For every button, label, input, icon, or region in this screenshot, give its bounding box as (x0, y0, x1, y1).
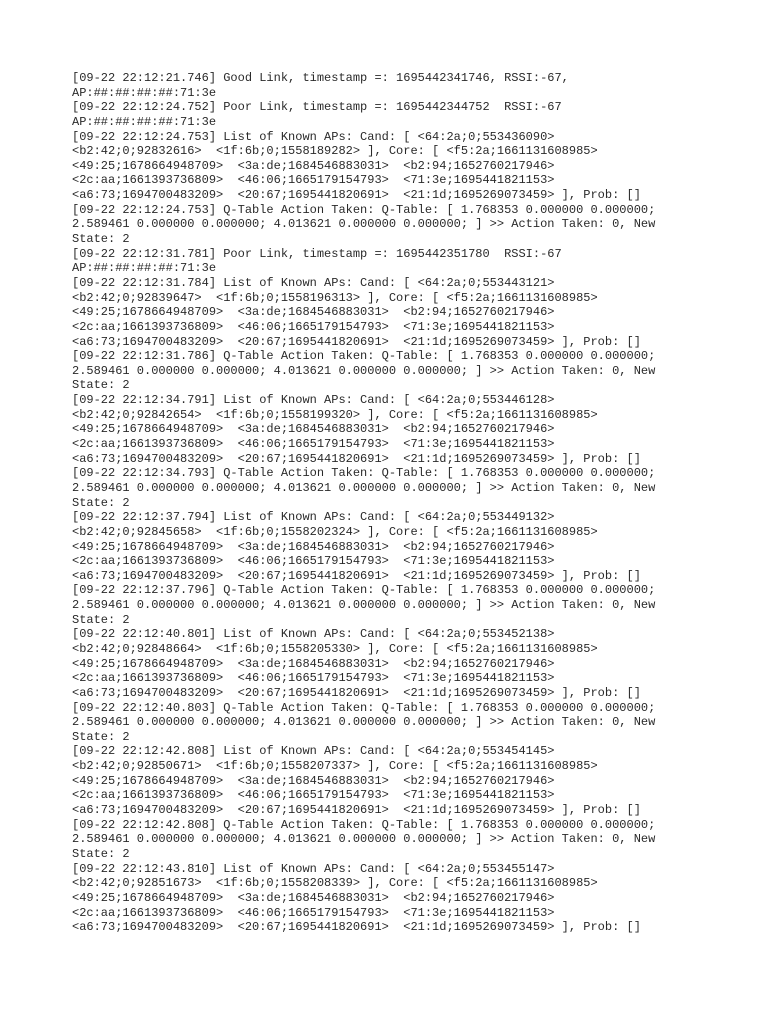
log-line: 2.589461 0.000000 0.000000; 4.013621 0.000000 0.000000; ] >> Action Taken: 0, New (72, 363, 656, 378)
log-line: <b2:42;0;92839647> <1f:6b;0;1558196313> ], Core: [ <f5:2a;1661131608985> (72, 290, 598, 305)
log-line: <b2:42;0;92851673> <1f:6b;0;1558208339> ], Core: [ <f5:2a;1661131608985> (72, 876, 598, 891)
log-line: [09-22 22:12:34.793] Q-Table Action Taken: Q-Table: [ 1.768353 0.000000 0.000000; (72, 466, 656, 481)
log-line: <49:25;1678664948709> <3a:de;1684546883031> <b2:94;1652760217946> (72, 773, 555, 788)
log-line: 2.589461 0.000000 0.000000; 4.013621 0.000000 0.000000; ] >> Action Taken: 0, New (72, 217, 656, 232)
log-line: State: 2 (72, 495, 130, 510)
log-line: [09-22 22:12:42.808] List of Known APs: Cand: [ <64:2a;0;553454145> (72, 744, 555, 759)
log-line: AP:##:##:##:##:71:3e (72, 85, 217, 100)
log-line: [09-22 22:12:42.808] Q-Table Action Taken: Q-Table: [ 1.768353 0.000000 0.000000; (72, 817, 656, 832)
log-line: [09-22 22:12:37.794] List of Known APs: Cand: [ <64:2a;0;553449132> (72, 510, 555, 525)
log-line: [09-22 22:12:43.810] List of Known APs: Cand: [ <64:2a;0;553455147> (72, 861, 555, 876)
log-line: <a6:73;1694700483209> <20:67;1695441820691> <21:1d;1695269073459> ], Prob: [] (72, 920, 641, 935)
log-line: State: 2 (72, 846, 130, 861)
log-line: <2c:aa;1661393736809> <46:06;1665179154793> <71:3e;1695441821153> (72, 554, 555, 569)
log-line: <a6:73;1694700483209> <20:67;1695441820691> <21:1d;1695269073459> ], Prob: [] (72, 685, 641, 700)
log-line: 2.589461 0.000000 0.000000; 4.013621 0.000000 0.000000; ] >> Action Taken: 0, New (72, 480, 656, 495)
log-line: [09-22 22:12:34.791] List of Known APs: Cand: [ <64:2a;0;553446128> (72, 393, 555, 408)
log-line: <a6:73;1694700483209> <20:67;1695441820691> <21:1d;1695269073459> ], Prob: [] (72, 451, 641, 466)
log-line: <b2:42;0;92842654> <1f:6b;0;1558199320> ], Core: [ <f5:2a;1661131608985> (72, 407, 598, 422)
log-line: State: 2 (72, 378, 130, 393)
log-line: [09-22 22:12:40.803] Q-Table Action Taken: Q-Table: [ 1.768353 0.000000 0.000000; (72, 700, 656, 715)
log-line: <2c:aa;1661393736809> <46:06;1665179154793> <71:3e;1695441821153> (72, 173, 555, 188)
log-line: [09-22 22:12:31.781] Poor Link, timestamp =: 1695442351780 RSSI:-67 (72, 246, 562, 261)
log-line: <2c:aa;1661393736809> <46:06;1665179154793> <71:3e;1695441821153> (72, 437, 555, 452)
log-line: <a6:73;1694700483209> <20:67;1695441820691> <21:1d;1695269073459> ], Prob: [] (72, 803, 641, 818)
log-line: <b2:42;0;92832616> <1f:6b;0;1558189282> ], Core: [ <f5:2a;1661131608985> (72, 144, 598, 159)
log-line: <2c:aa;1661393736809> <46:06;1665179154793> <71:3e;1695441821153> (72, 671, 555, 686)
log-line: [09-22 22:12:21.746] Good Link, timestamp =: 1695442341746, RSSI:-67, (72, 71, 569, 85)
log-line: [09-22 22:12:24.753] List of Known APs: Cand: [ <64:2a;0;553436090> (72, 129, 555, 144)
log-line: <b2:42;0;92848664> <1f:6b;0;1558205330> ], Core: [ <f5:2a;1661131608985> (72, 641, 598, 656)
log-line: [09-22 22:12:37.796] Q-Table Action Taken: Q-Table: [ 1.768353 0.000000 0.000000; (72, 583, 656, 598)
log-line: State: 2 (72, 232, 130, 247)
log-line: <a6:73;1694700483209> <20:67;1695441820691> <21:1d;1695269073459> ], Prob: [] (72, 568, 641, 583)
log-line: State: 2 (72, 612, 130, 627)
log-line: <49:25;1678664948709> <3a:de;1684546883031> <b2:94;1652760217946> (72, 158, 555, 173)
log-line: <2c:aa;1661393736809> <46:06;1665179154793> <71:3e;1695441821153> (72, 319, 555, 334)
log-line: <49:25;1678664948709> <3a:de;1684546883031> <b2:94;1652760217946> (72, 422, 555, 437)
log-line: 2.589461 0.000000 0.000000; 4.013621 0.000000 0.000000; ] >> Action Taken: 0, New (72, 832, 656, 847)
log-line: 2.589461 0.000000 0.000000; 4.013621 0.000000 0.000000; ] >> Action Taken: 0, New (72, 715, 656, 730)
log-line: 2.589461 0.000000 0.000000; 4.013621 0.000000 0.000000; ] >> Action Taken: 0, New (72, 598, 656, 613)
log-line: <a6:73;1694700483209> <20:67;1695441820691> <21:1d;1695269073459> ], Prob: [] (72, 188, 641, 203)
log-line: <2c:aa;1661393736809> <46:06;1665179154793> <71:3e;1695441821153> (72, 788, 555, 803)
log-line: <2c:aa;1661393736809> <46:06;1665179154793> <71:3e;1695441821153> (72, 905, 555, 920)
log-line: [09-22 22:12:40.801] List of Known APs: Cand: [ <64:2a;0;553452138> (72, 627, 555, 642)
log-line: AP:##:##:##:##:71:3e (72, 114, 217, 129)
log-line: <b2:42;0;92845658> <1f:6b;0;1558202324> ], Core: [ <f5:2a;1661131608985> (72, 524, 598, 539)
log-line: [09-22 22:12:31.784] List of Known APs: Cand: [ <64:2a;0;553443121> (72, 275, 555, 290)
log-line: <49:25;1678664948709> <3a:de;1684546883031> <b2:94;1652760217946> (72, 890, 555, 905)
log-text-block (72, 71, 692, 935)
log-line: [09-22 22:12:24.752] Poor Link, timestamp =: 1695442344752 RSSI:-67 (72, 100, 562, 115)
log-line: <49:25;1678664948709> <3a:de;1684546883031> <b2:94;1652760217946> (72, 305, 555, 320)
log-line: [09-22 22:12:24.753] Q-Table Action Taken: Q-Table: [ 1.768353 0.000000 0.000000; (72, 202, 656, 217)
log-line: <a6:73;1694700483209> <20:67;1695441820691> <21:1d;1695269073459> ], Prob: [] (72, 334, 641, 349)
log-line: [09-22 22:12:31.786] Q-Table Action Taken: Q-Table: [ 1.768353 0.000000 0.000000; (72, 349, 656, 364)
log-line: State: 2 (72, 729, 130, 744)
log-line: <b2:42;0;92850671> <1f:6b;0;1558207337> ], Core: [ <f5:2a;1661131608985> (72, 759, 598, 774)
log-line: AP:##:##:##:##:71:3e (72, 261, 217, 276)
log-line: <49:25;1678664948709> <3a:de;1684546883031> <b2:94;1652760217946> (72, 539, 555, 554)
log-line: <49:25;1678664948709> <3a:de;1684546883031> <b2:94;1652760217946> (72, 656, 555, 671)
